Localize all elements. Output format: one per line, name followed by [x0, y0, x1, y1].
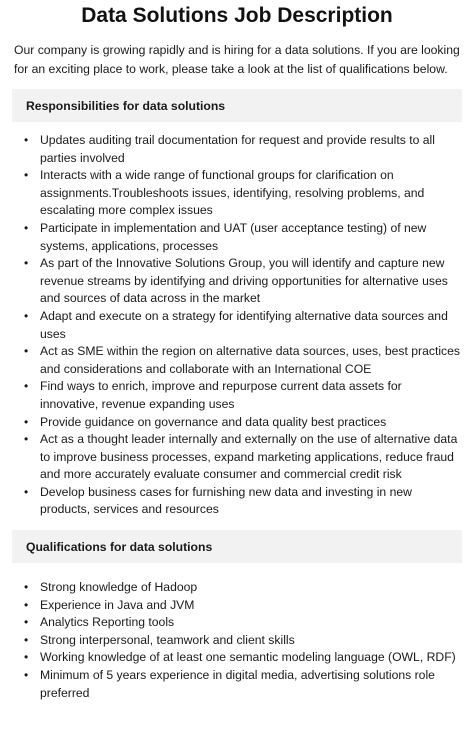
- bullet-icon: •: [24, 220, 29, 235]
- list-item: [22, 484, 462, 519]
- bullet-icon: •: [24, 615, 29, 630]
- list-item-text: Updates auditing trail documentation for request and provide results to all parties involved: [40, 133, 435, 165]
- bullet-icon: •: [24, 668, 29, 683]
- list-item-text: Experience in Java and JVM: [40, 597, 195, 612]
- list-item: [22, 597, 462, 615]
- bullet-icon: •: [24, 308, 29, 323]
- list-item-text: Strong interpersonal, teamwork and client skills: [40, 632, 295, 647]
- bullet-icon: •: [24, 133, 29, 147]
- list-item-text: As part of the Innovative Solutions Group, you will identify and capture new revenue streams by identifying and driving opportunities for alternative uses and sources of data across in the market: [40, 256, 448, 306]
- list-item: [22, 649, 462, 667]
- bullet-icon: •: [24, 432, 29, 447]
- responsibilities-list: [12, 132, 462, 519]
- list-item: [22, 414, 462, 432]
- bullet-icon: •: [24, 379, 29, 394]
- page-title: Data Solutions Job Description: [81, 4, 393, 27]
- list-item: [22, 579, 462, 597]
- list-item-text: Strong knowledge of Hadoop: [40, 580, 198, 595]
- list-item: [22, 632, 462, 650]
- bullet-icon: •: [24, 484, 29, 499]
- bullet-icon: •: [24, 597, 29, 612]
- list-item: [22, 255, 462, 308]
- list-item: [22, 308, 462, 343]
- bullet-icon: •: [24, 632, 29, 647]
- list-item-text: Interacts with a wide range of functional groups for clarification on assignments.Troubleshoots issues, identifying, resolving problems, and escalating more complex issues: [40, 168, 425, 218]
- list-item-text: Find ways to enrich, improve and repurpose current data assets for innovative, revenue expanding uses: [40, 379, 402, 411]
- bullet-icon: •: [24, 414, 29, 429]
- responsibilities-heading: Responsibilities for data solutions: [12, 89, 462, 122]
- bullet-icon: •: [24, 344, 29, 359]
- list-item: [22, 220, 462, 255]
- bullet-icon: •: [24, 256, 29, 271]
- list-item: [22, 132, 462, 167]
- list-item: [22, 378, 462, 413]
- bullet-icon: •: [24, 580, 29, 595]
- list-item: [22, 167, 462, 220]
- list-item: [22, 431, 462, 484]
- list-item-text: Develop business cases for furnishing new data and investing in new products, services and resources: [40, 484, 412, 517]
- list-item-text: Provide guidance on governance and data quality best practices: [40, 414, 387, 429]
- list-item-text: Adapt and execute on a strategy for identifying alternative data sources and uses: [40, 308, 448, 341]
- list-item: [22, 614, 462, 632]
- list-item-text: Working knowledge of at least one semantic modeling language (OWL, RDF): [40, 650, 456, 665]
- list-item-text: Act as a thought leader internally and externally on the use of alternative data to improve business processes, expand marketing applications, reduce fraud and more accurately evaluate consumer and commercial credit risk: [40, 432, 458, 482]
- bullet-icon: •: [24, 650, 29, 665]
- list-item-text: Analytics Reporting tools: [40, 615, 175, 630]
- list-item-text: Participate in implementation and UAT (user acceptance testing) of new systems, applications, processes: [40, 220, 427, 253]
- list-item-text: Minimum of 5 years experience in digital media, advertising solutions role preferred: [40, 668, 435, 700]
- list-item: [22, 343, 462, 378]
- bullet-icon: •: [24, 168, 29, 183]
- list-item: [22, 667, 462, 702]
- intro-paragraph: Our company is growing rapidly and is hiring for a data solutions. If you are looking for an exciting place to work, please take a look at the list of qualifications below.: [14, 43, 460, 76]
- list-item-text: Act as SME within the region on alternative data sources, uses, best practices and considerations and collaborate with an International COE: [40, 344, 461, 376]
- qualifications-list: [12, 579, 462, 702]
- qualifications-heading: Qualifications for data solutions: [12, 530, 462, 563]
